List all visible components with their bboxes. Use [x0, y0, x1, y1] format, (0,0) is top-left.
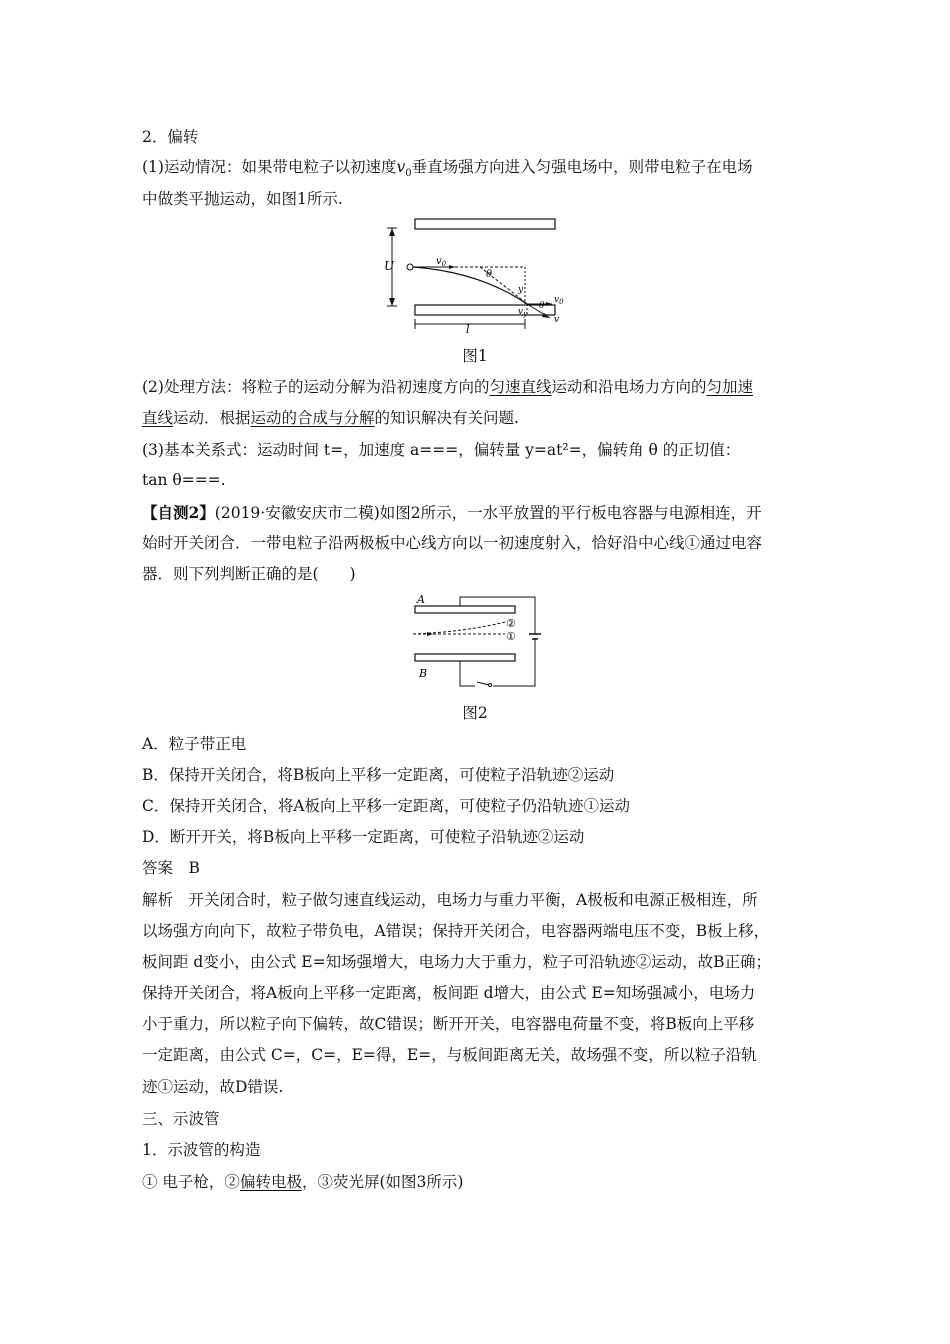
paragraph-relations-cont: tan θ===. — [142, 471, 226, 489]
analysis-line: 板间距 d变小，由公式 E=知场强增大，电场力大于重力，粒子可沿轨迹②运动，故B正确； — [142, 953, 771, 971]
figure-1-deflection-diagram — [370, 214, 580, 334]
paragraph-structure: ① 电子枪，②偏转电极，③荧光屏(如图3所示) — [142, 1173, 464, 1191]
paragraph-method: (2)处理方法：将粒子的运动分解为沿初速度方向的匀速直线运动和沿电场力方向的匀加速 — [142, 378, 754, 396]
label-theta: θ — [486, 269, 493, 280]
analysis-line: 小于重力，所以粒子向下偏转，故C错误；断开开关，电容器电荷量不变，将B板向上平移 — [142, 1015, 755, 1033]
label-u: U — [384, 259, 395, 273]
analysis-line: 保持开关闭合，将A板向上平移一定距离，板间距 d增大，由公式 E=知场强减小，电场力 — [142, 984, 756, 1002]
label-y: y — [518, 285, 524, 295]
label-l: l — [466, 323, 470, 334]
subsection-heading: 1．示波管的构造 — [142, 1141, 261, 1159]
option-b: B．保持开关闭合，将B板向上平移一定距离，可使粒子沿轨迹②运动 — [142, 766, 615, 784]
label-1: ① — [506, 630, 516, 643]
figure-2-caption: 图2 — [462, 704, 488, 722]
trajectory — [413, 267, 527, 304]
paragraph-relations: (3)基本关系式：运动时间 t=，加速度 a===，偏转量 y=at²=，偏转角 θ 的正切值： — [142, 441, 741, 459]
option-a: A．粒子带正电 — [142, 735, 247, 753]
option-d: D．断开开关，将B板向上平移一定距离，可使粒子沿轨迹②运动 — [142, 828, 585, 846]
option-c: C．保持开关闭合，将A板向上平移一定距离，可使粒子仍沿轨迹①运动 — [142, 797, 631, 815]
paragraph-motion-cont: 中做类平抛运动，如图1所示. — [142, 190, 343, 208]
selftest-question-cont: 始时开关闭合．一带电粒子沿两极板中心线方向以一初速度射入，恰好沿中心线①通过电容 — [142, 534, 763, 552]
analysis-line: 一定距离，由公式 C=，C=，E=得，E=，与板间距离无关，故场强不变，所以粒子沿轨 — [142, 1046, 757, 1064]
paragraph-method-cont: 直线运动．根据运动的合成与分解的知识解决有关问题. — [142, 409, 519, 427]
analysis-line: 解析 开关闭合时，粒子做匀速直线运动，电场力与重力平衡，A极板和电源正极相连，所 — [142, 891, 758, 909]
label-theta-2: θ — [539, 301, 545, 311]
label-v: v — [554, 315, 560, 325]
figure-1-caption: 图1 — [462, 347, 488, 365]
bottom-plate — [415, 305, 555, 315]
figure-2-capacitor-diagram — [405, 592, 550, 692]
label-b: B — [419, 667, 428, 680]
top-plate — [415, 219, 555, 229]
answer: 答案 B — [142, 859, 200, 877]
trajectory-2 — [413, 622, 505, 634]
label-v0: $v_0$ — [436, 256, 447, 268]
label-v0-right: $v_0$ — [554, 295, 564, 306]
plate-b — [415, 654, 515, 661]
section-heading: 2．偏转 — [142, 128, 199, 146]
selftest-question: 【自测2】(2019·安徽安庆市二模)如图2所示，一水平放置的平行板电容器与电源相连，开 — [142, 503, 762, 522]
label-2: ② — [506, 617, 516, 630]
analysis-line: 以场强方向向下，故粒子带负电，A错误；保持开关闭合，电容器两端电压不变，B板上移， — [142, 922, 770, 940]
label-a: A — [417, 593, 425, 606]
paragraph-motion: (1)运动情况：如果带电粒子以初速度$v_0$垂直场强方向进入匀强电场中，则带电粒子在电场 — [142, 158, 753, 180]
selftest-question-end: 器．则下列判断正确的是( ) — [142, 565, 356, 583]
section-heading-3: 三、示波管 — [142, 1110, 220, 1128]
plate-a — [415, 606, 515, 613]
label-vy: $v_y$ — [518, 307, 528, 318]
analysis-line: 迹①运动，故D错误. — [142, 1078, 284, 1096]
particle — [407, 264, 413, 270]
